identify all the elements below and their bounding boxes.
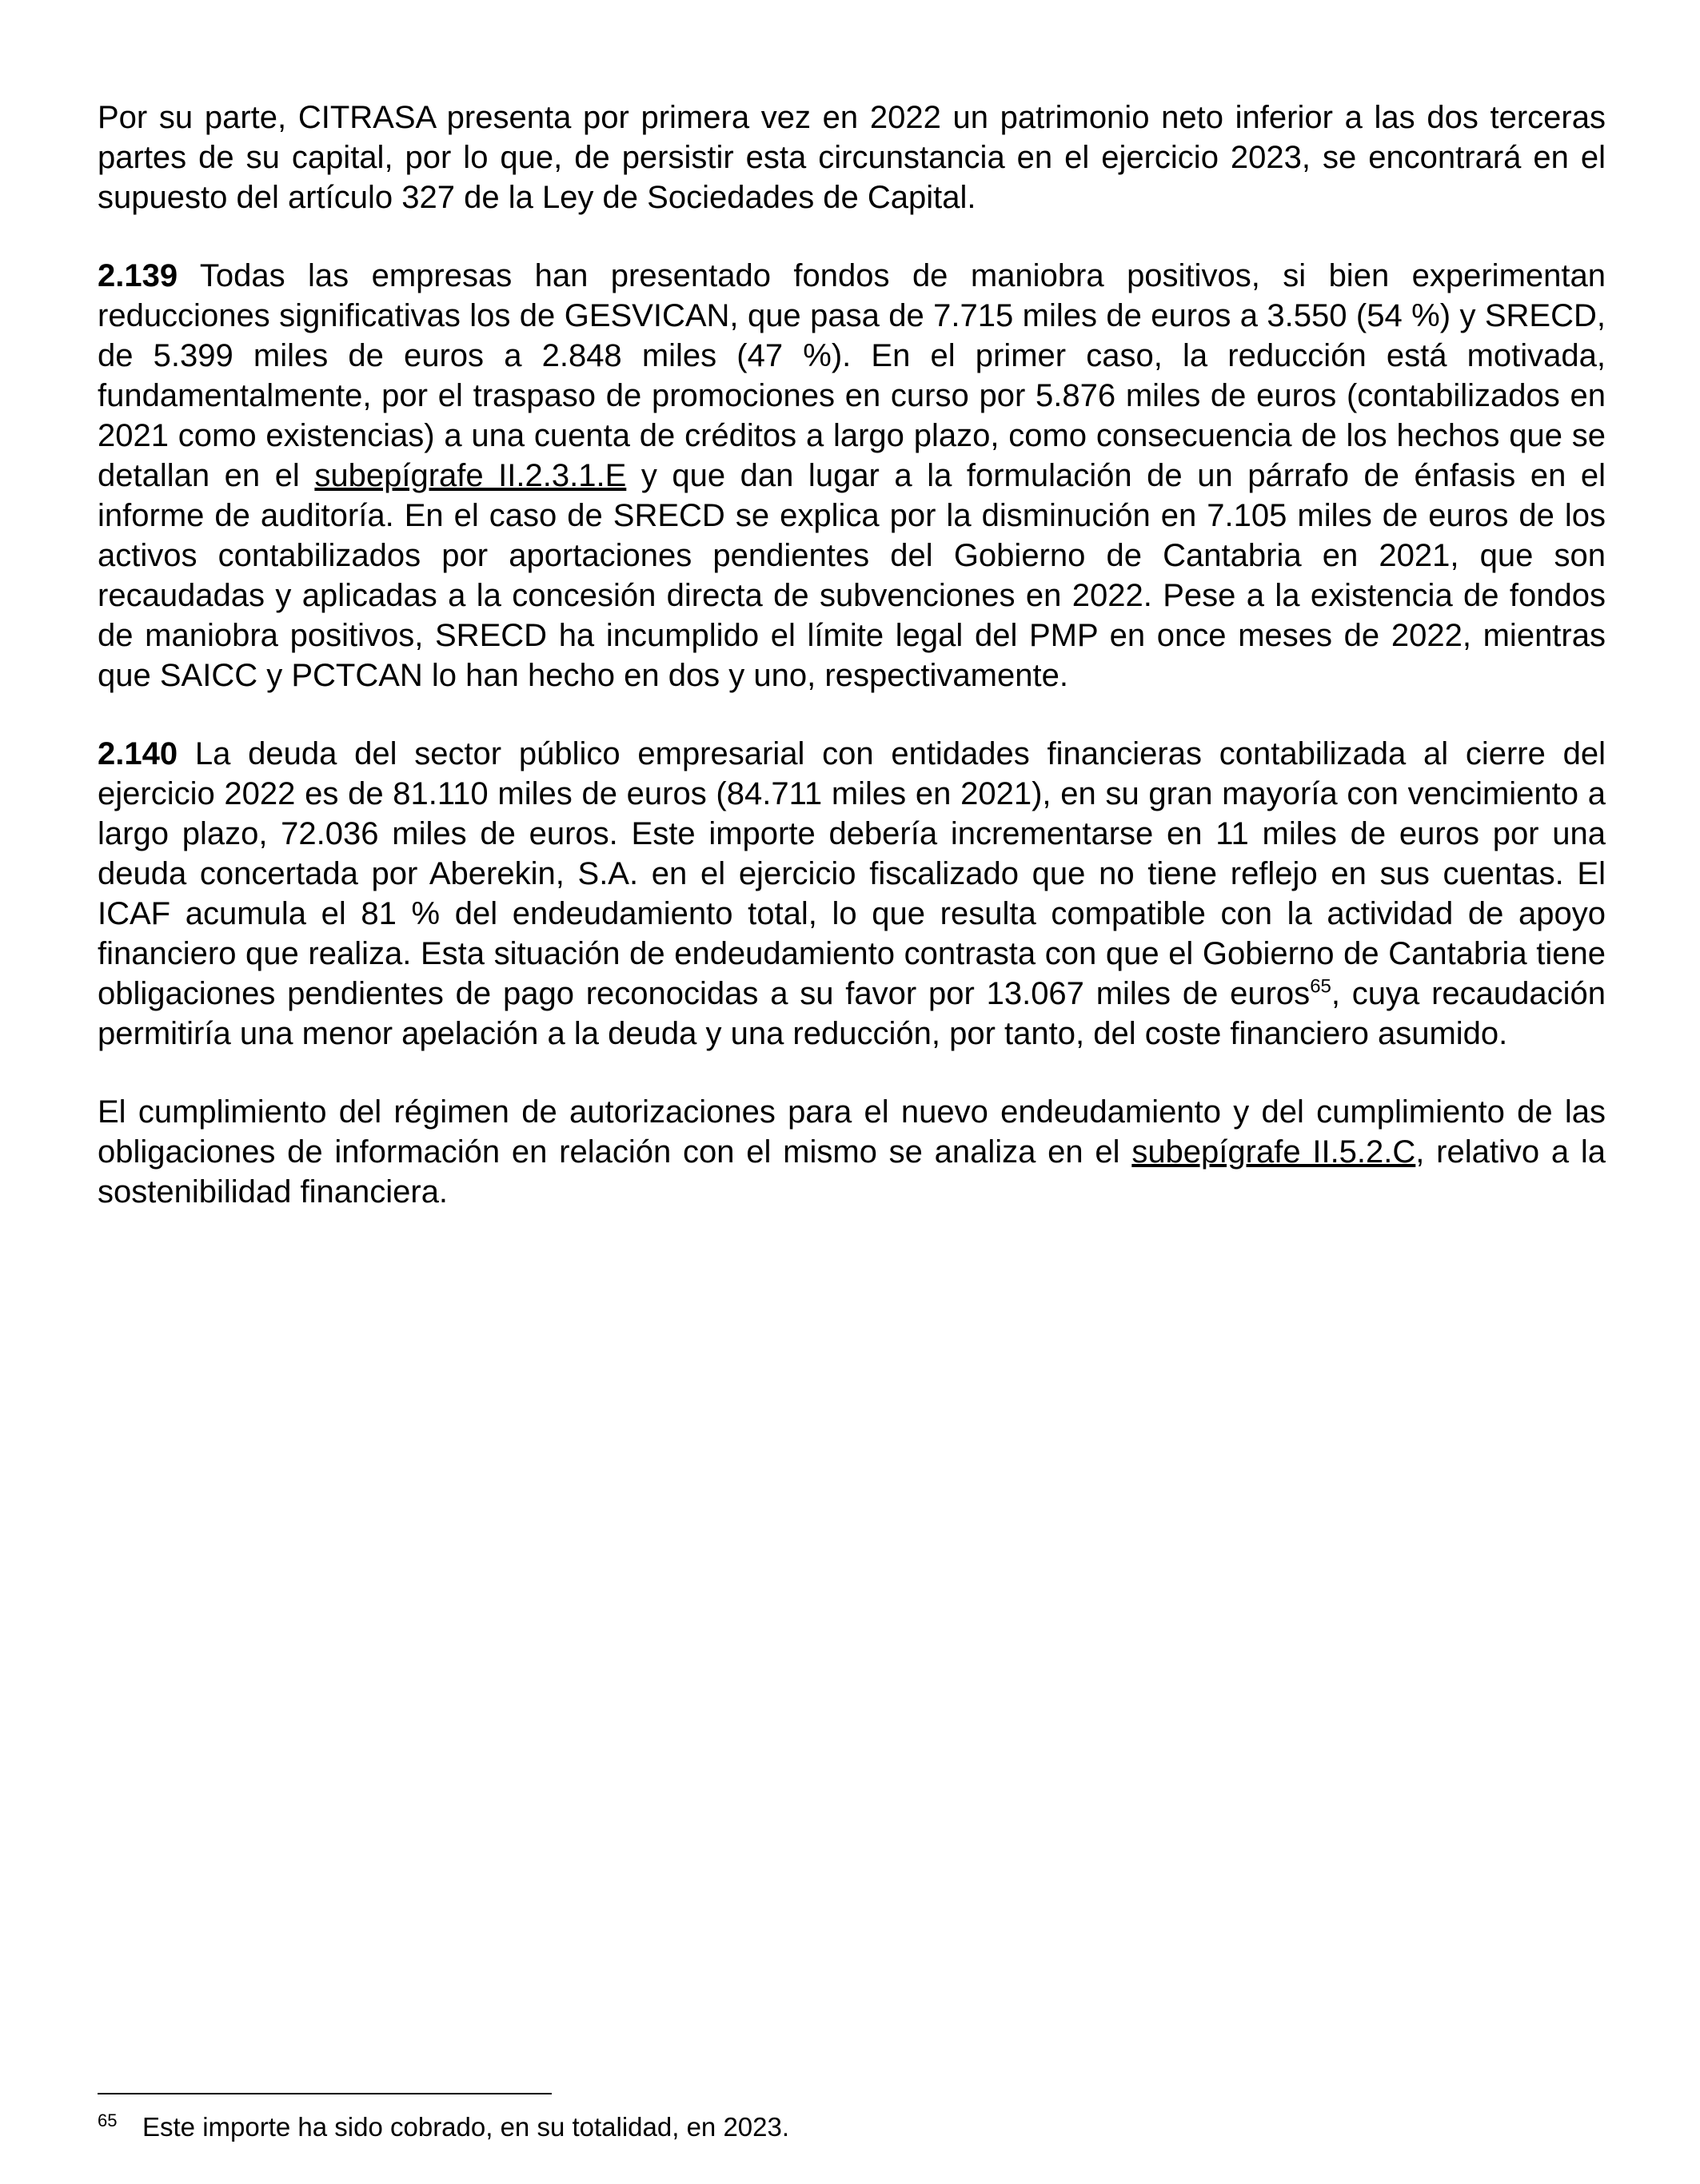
- paragraph-citrasa: [98, 98, 1606, 217]
- paragraph-text: La deuda del sector público empresarial con entidades financieras contabilizada al cierre del ejercicio 2022 es de 81.110 miles de euros (84.711 miles en 2021), en su gran mayoría con vencimiento a largo plazo, 72.036 miles de euros. Este importe debería incrementarse en 11 miles de euros por una deuda concertada por Aberekin, S.A. en el ejercicio fiscalizado que no tiene reflejo en sus cuentas. El ICAF acumula el 81 % del endeudamiento total, lo que resulta compatible con la actividad de apoyo financiero que realiza. Esta situación de endeudamiento contrasta con que el Gobierno de Cantabria tiene obligaciones pendientes de pago reconocidas a su favor por 13.067 miles de euros: [98, 736, 1606, 1011]
- paragraph-text: , relativo a la sostenibilidad financiera.: [98, 1134, 1606, 1210]
- paragraph-endeudamiento: [98, 1092, 1606, 1212]
- paragraph-text: y que dan lugar a la formulación de un párrafo de énfasis en el informe de auditoría. En el caso de SRECD se explica por la disminución en 7.105 miles de euros de los activos contabilizados por aportaciones pendientes del Gobierno de Cantabria en 2021, que son recaudadas y aplicadas a la concesión directa de subvenciones en 2022. Pese a la existencia de fondos de maniobra positivos, SRECD ha incumplido el límite legal del PMP en once meses de 2022, mientras que SAICC y PCTCAN lo han hecho en dos y uno, respectivamente.: [98, 458, 1606, 693]
- paragraph-number: 2.139: [98, 258, 178, 293]
- paragraph-text: , cuya recaudación permitiría una menor apelación a la deuda y una reducción, por tanto, del coste financiero asumido.: [98, 976, 1606, 1051]
- footnote: 65 Este importe ha sido cobrado, en su totalidad, en 2023.: [98, 2110, 790, 2142]
- paragraph-text: El cumplimiento del régimen de autorizaciones para el nuevo endeudamiento y del cumplimiento de las obligaciones de información en relación con el mismo se analiza en el: [98, 1094, 1606, 1170]
- subepigrafe-link[interactable]: subepígrafe II.2.3.1.E: [314, 458, 627, 493]
- paragraph-text: Por su parte, CITRASA presenta por primera vez en 2022 un patrimonio neto inferior a las dos terceras partes de su capital, por lo que, de persistir esta circunstancia en el ejercicio 2023, se encontrará en el supuesto del artículo 327 de la Ley de Sociedades de Capital.: [98, 100, 1606, 215]
- footnote-reference[interactable]: 65: [1310, 975, 1331, 998]
- document-body: [98, 98, 1606, 1250]
- paragraph-text: Todas las empresas han presentado fondos de maniobra positivos, si bien experimentan reducciones significativas los de GESVICAN, que pasa de 7.715 miles de euros a 3.550 (54 %) y SRECD, de 5.399 miles de euros a 2.848 miles (47 %). En el primer caso, la reducción está motivada, fundamentalmente, por el traspaso de promociones en curso por 5.876 miles de euros (contabilizados en 2021 como existencias) a una cuenta de créditos a largo plazo, como consecuencia de los hechos que se detallan en el: [98, 258, 1606, 493]
- footnote-separator: [98, 2093, 552, 2094]
- subepigrafe-link[interactable]: subepígrafe II.5.2.C: [1131, 1134, 1416, 1170]
- paragraph-number: 2.140: [98, 736, 178, 771]
- footnote-text: Este importe ha sido cobrado, en su totalidad, en 2023.: [142, 2112, 790, 2142]
- paragraph-2-140: [98, 734, 1606, 1054]
- paragraph-2-139: [98, 256, 1606, 695]
